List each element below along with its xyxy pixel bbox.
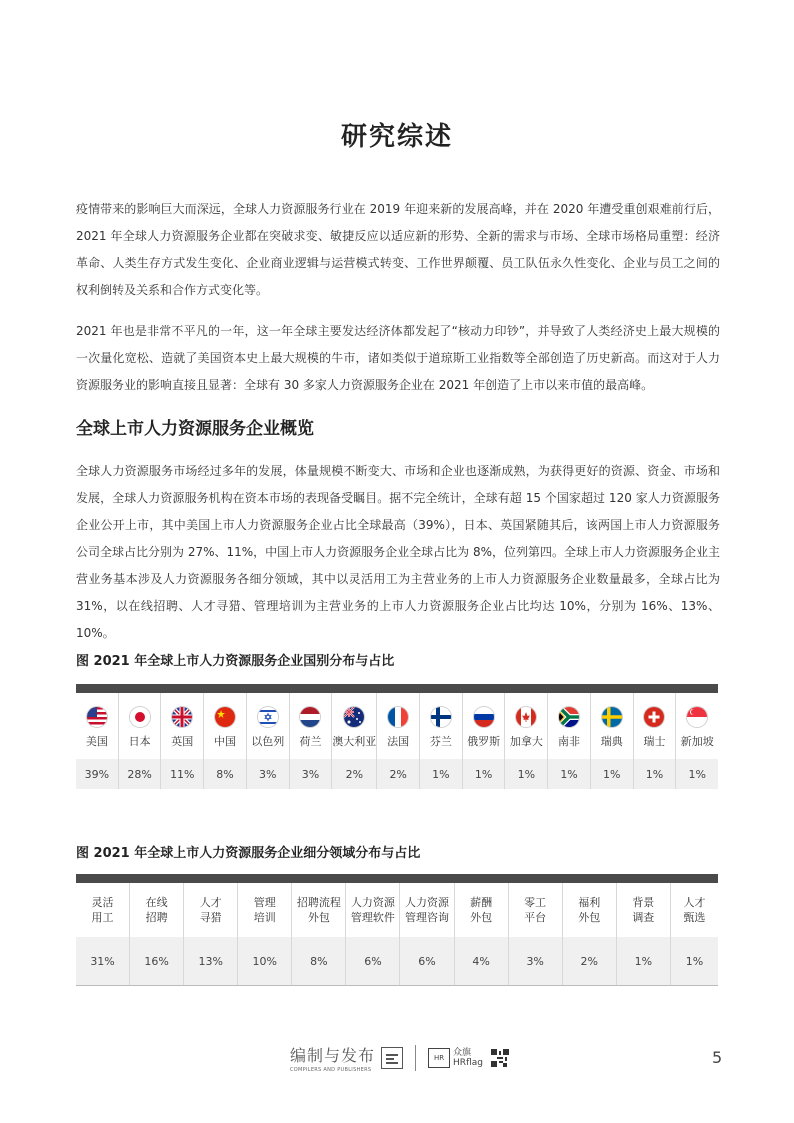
country-name: 法国	[387, 735, 410, 748]
country-column	[76, 693, 119, 789]
figure1-caption: 图 2021 年全球上市人力资源服务企业国别分布与占比	[76, 654, 395, 669]
country-name: 芬兰	[429, 735, 452, 748]
segment-share: 16%	[130, 937, 183, 985]
segment-cell	[130, 883, 183, 937]
segment-share: 6%	[346, 937, 399, 985]
country-cell	[377, 693, 419, 759]
segment-cell	[400, 883, 453, 937]
country-column	[634, 693, 677, 789]
country-share: 1%	[548, 759, 590, 789]
hrflag-mark-icon: HR	[428, 1048, 450, 1068]
segment-column	[617, 883, 671, 985]
segment-cell	[346, 883, 399, 937]
segment-column	[130, 883, 184, 985]
publisher-block	[290, 1043, 375, 1073]
segment-share: 6%	[400, 937, 453, 985]
country-column	[505, 693, 548, 789]
footer-branding	[290, 1043, 509, 1073]
footer-divider	[415, 1045, 416, 1071]
country-share: 28%	[119, 759, 161, 789]
country-share: 2%	[377, 759, 419, 789]
page-title: 研究综述	[340, 122, 453, 152]
publisher-logo-icon	[381, 1047, 403, 1069]
segment-share: 1%	[671, 937, 718, 985]
netherlands-flag-icon	[300, 707, 320, 727]
segment-name: 在线招聘	[145, 896, 168, 924]
country-share: 1%	[505, 759, 547, 789]
segment-name: 福利外包	[578, 896, 601, 924]
country-column	[591, 693, 634, 789]
segment-name: 招聘流程外包	[296, 896, 341, 924]
country-cell	[290, 693, 332, 759]
country-cell	[505, 693, 547, 759]
figure2-caption: 图 2021 年全球上市人力资源服务企业细分领域分布与占比	[76, 846, 421, 861]
segment-cell	[563, 883, 616, 937]
country-name: 澳大利亚	[332, 735, 377, 748]
country-name: 瑞典	[600, 735, 623, 748]
segment-share: 10%	[238, 937, 291, 985]
segment-column	[671, 883, 718, 985]
france-flag-icon	[388, 707, 408, 727]
segment-cell	[76, 883, 129, 937]
segment-share: 31%	[76, 937, 129, 985]
country-cell	[548, 693, 590, 759]
country-column	[161, 693, 204, 789]
country-column	[420, 693, 463, 789]
country-name: 美国	[85, 735, 108, 748]
country-share: 3%	[247, 759, 289, 789]
country-name: 以色列	[251, 735, 285, 748]
segment-column	[346, 883, 400, 985]
country-column	[247, 693, 290, 789]
country-cell	[247, 693, 289, 759]
segment-share: 2%	[563, 937, 616, 985]
intro-paragraph: 疫情带来的影响巨大而深远，全球人力资源服务行业在 2019 年迎来新的发展高峰，并在 2020 年遭受重创艰难前行后，2021 年全球人力资源服务企业都在突破求变、敏捷反应以适应新的形势、全新的需求与市场、全球市场格局重塑：经济革命、人类生存方式发生变化、企业商业逻辑与运营模式转变、工作世界颠覆、员工队伍永久性变化、企业与员工之间的权利倒转及关系和合作方式变化等。	[76, 202, 720, 297]
uk-flag-icon	[172, 707, 192, 727]
country-share: 1%	[676, 759, 718, 789]
segment-cell	[455, 883, 508, 937]
country-column	[119, 693, 162, 789]
finland-flag-icon	[431, 707, 451, 727]
country-cell	[463, 693, 505, 759]
country-column	[290, 693, 333, 789]
country-cell	[676, 693, 718, 759]
segment-name: 人才甄选	[683, 896, 706, 924]
table-header-band	[76, 874, 718, 883]
segment-column	[455, 883, 509, 985]
segment-column	[509, 883, 563, 985]
segment-share: 8%	[292, 937, 345, 985]
japan-flag-icon	[130, 707, 150, 727]
country-share: 2%	[332, 759, 376, 789]
country-share: 8%	[204, 759, 246, 789]
market-paragraph: 2021 年也是非常不平凡的一年，这一年全球主要发达经济体都发起了“核动力印钞”，并导致了人类经济史上最大规模的一次量化宽松、造就了美国资本史上最大规模的牛市，诸如类似于道琼斯工业指数等全部创造了历史新高。而这对于人力资源服务业的影响直接且显著：全球有 30 多家人力资源服务企业在 2021 年创造了上市以来市值的最高峰。	[76, 324, 720, 392]
country-share: 1%	[463, 759, 505, 789]
us-flag-icon	[87, 707, 107, 727]
segment-cell	[509, 883, 562, 937]
segment-column	[563, 883, 617, 985]
segment-share: 4%	[455, 937, 508, 985]
country-column	[377, 693, 420, 789]
segment-name: 背景调查	[632, 896, 655, 924]
segment-share: 13%	[184, 937, 237, 985]
country-share: 39%	[76, 759, 118, 789]
table-bottom-rule	[76, 985, 718, 986]
segment-name: 薪酬外包	[470, 896, 493, 924]
country-share: 11%	[161, 759, 203, 789]
country-cell	[634, 693, 676, 759]
country-cell	[591, 693, 633, 759]
segment-cell	[238, 883, 291, 937]
country-name: 南非	[558, 735, 581, 748]
country-name: 荷兰	[299, 735, 322, 748]
segment-share: 1%	[617, 937, 670, 985]
country-cell	[204, 693, 246, 759]
table-header-band	[76, 684, 718, 693]
segment-name: 管理培训	[253, 896, 276, 924]
overview-paragraph: 全球人力资源服务市场经过多年的发展，体量规模不断变大、市场和企业也逐渐成熟，为获得更好的资源、资金、市场和发展，全球人力资源服务机构在资本市场的表现备受瞩目。据不完全统计，全球有超 15 个国家超过 120 家人力资源服务企业公开上市，其中美国上市人力资源服务企业占比全球最高（39%），日本、英国紧随其后，该两国上市人力资源服务公司全球占比分别为 27%、11%，中国上市人力资源服务企业全球占比为 8%，位列第四。全球上市人力资源服务企业主营业务基本涉及人力资源服务各细分领域，其中以灵活用工为主营业务的上市人力资源服务企业数量最多，全球占比为 31%，以在线招聘、人才寻猎、管理培训为主营业务的上市人力资源服务企业占比均达 10%，分别为 16%、13%、10%。	[76, 464, 721, 640]
country-cell	[332, 693, 376, 759]
segment-name: 灵活用工	[91, 896, 114, 924]
country-name: 瑞士	[643, 735, 666, 748]
country-column	[332, 693, 377, 789]
south-africa-flag-icon	[559, 707, 579, 727]
russia-flag-icon	[474, 707, 494, 727]
segment-share: 3%	[509, 937, 562, 985]
section-heading: 全球上市人力资源服务企业概览	[76, 419, 314, 439]
segment-column	[238, 883, 292, 985]
country-cell	[119, 693, 161, 759]
country-distribution-table	[76, 684, 718, 789]
segment-cell	[292, 883, 345, 937]
hrflag-en-name: HRflag	[453, 1058, 483, 1068]
country-cell	[76, 693, 118, 759]
country-cell	[420, 693, 462, 759]
country-cell	[161, 693, 203, 759]
singapore-flag-icon	[687, 707, 707, 727]
segment-column	[184, 883, 238, 985]
country-name: 加拿大	[509, 735, 543, 748]
segment-column	[76, 883, 130, 985]
country-name: 俄罗斯	[467, 735, 501, 748]
country-share: 3%	[290, 759, 332, 789]
publisher-sublabel: COMPILERS AND PUBLISHERS	[290, 1067, 372, 1073]
segment-column	[292, 883, 346, 985]
country-column	[463, 693, 506, 789]
switzerland-flag-icon	[644, 707, 664, 727]
country-share: 1%	[591, 759, 633, 789]
hrflag-cn-name: 众旗	[453, 1048, 472, 1058]
country-share: 1%	[634, 759, 676, 789]
country-share: 1%	[420, 759, 462, 789]
hrflag-logo	[428, 1048, 483, 1068]
country-name: 中国	[214, 735, 237, 748]
segment-cell	[184, 883, 237, 937]
segment-name: 人力资源管理软件	[350, 896, 395, 924]
segment-column	[400, 883, 454, 985]
country-column	[204, 693, 247, 789]
israel-flag-icon	[258, 707, 278, 727]
country-name: 新加坡	[680, 735, 714, 748]
segment-name: 人才寻猎	[199, 896, 222, 924]
qr-code-icon	[491, 1049, 509, 1067]
country-column	[548, 693, 591, 789]
segment-cell	[617, 883, 670, 937]
segment-name: 零工平台	[524, 896, 547, 924]
segment-cell	[671, 883, 718, 937]
country-name: 日本	[128, 735, 151, 748]
australia-flag-icon	[344, 707, 364, 727]
china-flag-icon	[215, 707, 235, 727]
sweden-flag-icon	[602, 707, 622, 727]
country-name: 英国	[171, 735, 194, 748]
segment-name: 人力资源管理咨询	[405, 896, 449, 924]
publisher-label: 编制与发布	[290, 1046, 376, 1065]
page-number: 5	[712, 1048, 723, 1067]
canada-flag-icon	[516, 707, 536, 727]
segment-distribution-table	[76, 874, 718, 986]
country-column	[676, 693, 718, 789]
